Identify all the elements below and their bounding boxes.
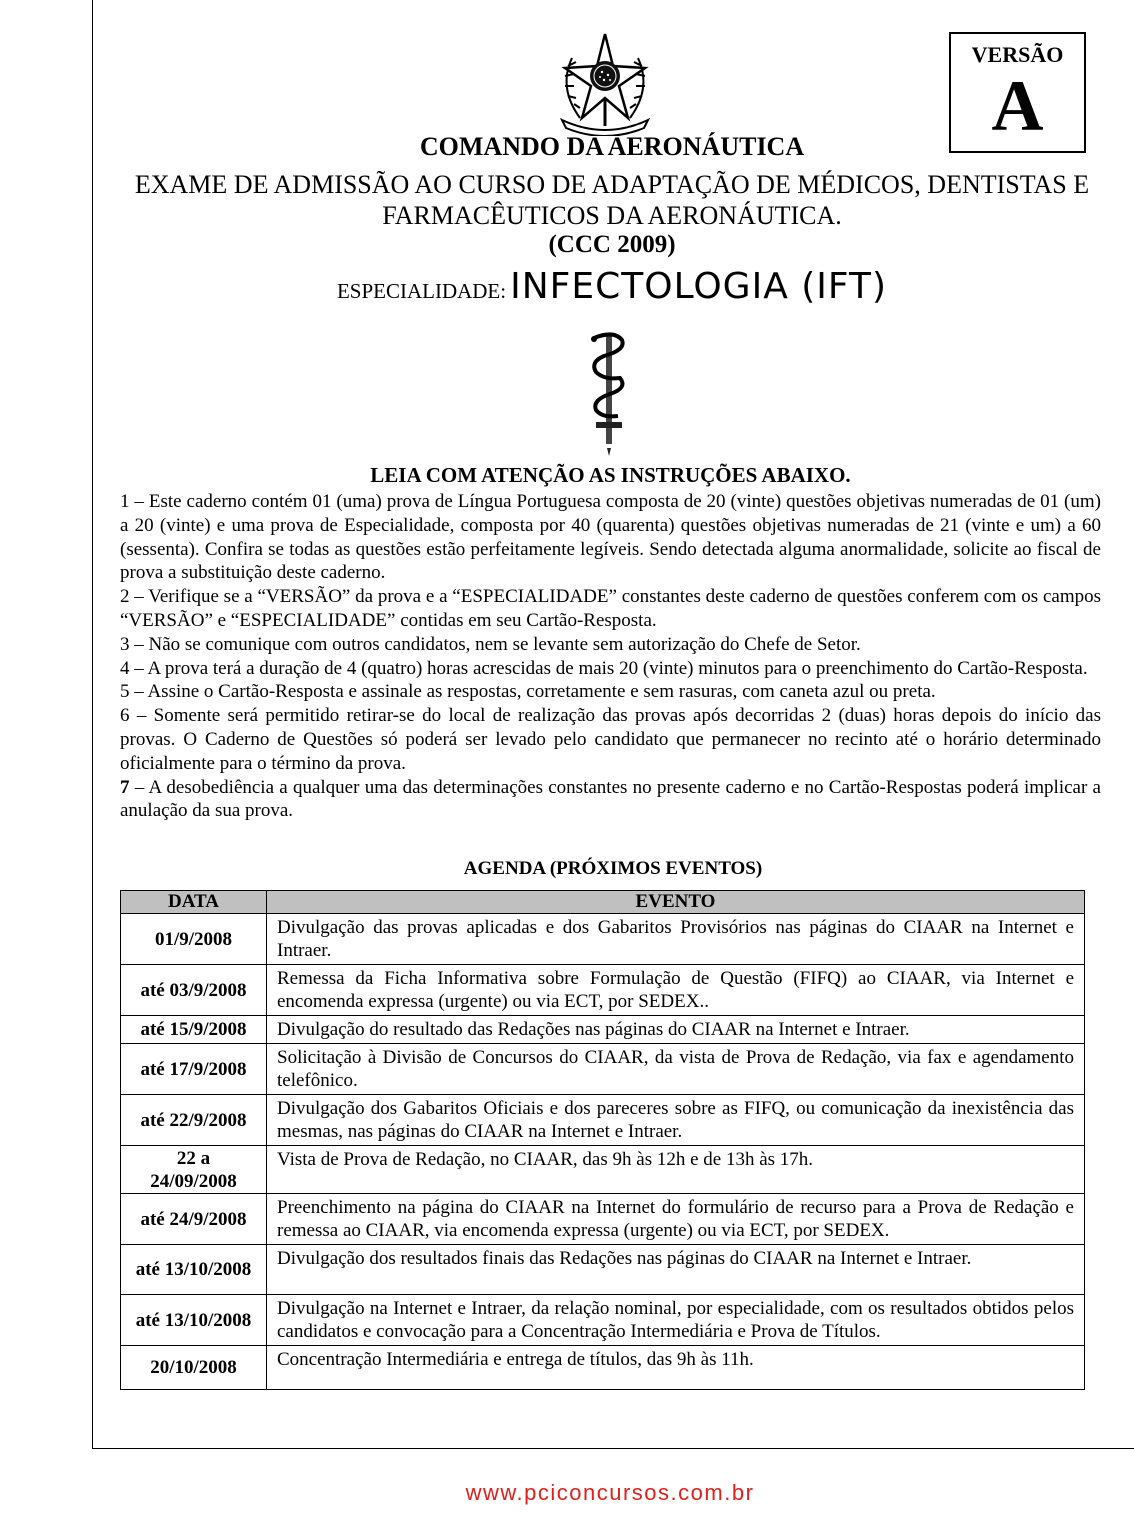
event-date: até 22/9/2008	[121, 1095, 267, 1146]
source-url: www.pciconcursos.com.br	[465, 1480, 755, 1505]
instruction-item: 2 – Verifique se a “VERSÃO” da prova e a “ESPECIALIDADE” constantes deste caderno de questões conferem com os campos “VERSÃO” e “ESPECIALIDADE” contidas em seu Cartão-Resposta.	[120, 586, 1101, 631]
table-row	[121, 1146, 1085, 1194]
event-date: até 24/9/2008	[121, 1194, 267, 1245]
event-date: até 13/10/2008	[121, 1245, 267, 1295]
instruction-item: 3 – Não se comunique com outros candidatos, nem se levante sem autorização do Chefe de Setor.	[120, 633, 861, 655]
table-header-row	[121, 891, 1085, 914]
brazil-coat-of-arms-emblem	[550, 28, 660, 136]
exam-code: (CCC 2009)	[548, 231, 676, 258]
instructions-title: LEIA COM ATENÇÃO AS INSTRUÇÕES ABAIXO.	[370, 463, 851, 487]
exam-title-line1: EXAME DE ADMISSÃO AO CURSO DE ADAPTAÇÃO DE MÉDICOS, DENTISTAS E	[134, 170, 1090, 199]
instruction-item: 4 – A prova terá a duração de 4 (quatro) horas acrescidas de mais 20 (vinte) minutos para o preenchimento do Cartão-Resposta.	[120, 657, 1088, 679]
event-date: até 13/10/2008	[121, 1295, 267, 1346]
version-letter: A	[991, 66, 1044, 146]
table-row	[121, 1295, 1085, 1346]
event-description: Preenchimento na página do CIAAR na Internet do formulário de recurso para a Prova de Redação e remessa ao CIAAR, via encomenda expressa (urgente) ou via ECT, por SEDEX.	[267, 1194, 1085, 1245]
event-date: até 15/9/2008	[121, 1016, 267, 1044]
event-description: Divulgação dos resultados finais das Redações nas páginas do CIAAR na Internet e Intraer.	[267, 1245, 1085, 1295]
instruction-item: 1 – Este caderno contém 01 (uma) prova de Língua Portuguesa composta de 20 (vinte) questões objetivas numeradas de 01 (um) a 20 (vinte) e uma prova de Especialidade, composta por 40 (quarenta) questões objetivas numeradas de 21 (vinte e um) a 60 (sessenta). Confira se todas as questões estão perfeitamente legíveis. Sendo detectada alguma anormalidade, solicite ao fiscal de prova a substituição deste caderno.	[120, 491, 1101, 584]
event-description: Divulgação na Internet e Intraer, da relação nominal, por especialidade, com os resultados obtidos pelos candidatos e convocação para a Concentração Intermediária e Prova de Títulos.	[267, 1295, 1085, 1346]
instructions-list	[120, 490, 1101, 823]
column-header-event: EVENTO	[267, 891, 1085, 914]
event-date: até 03/9/2008	[121, 965, 267, 1016]
agenda-title: AGENDA (PRÓXIMOS EVENTOS)	[463, 858, 763, 879]
table-row	[121, 965, 1085, 1016]
exam-title-line2: FARMACÊUTICOS DA AERONÁUTICA.	[382, 201, 842, 230]
event-date: 01/9/2008	[121, 914, 267, 965]
event-description: Solicitação à Divisão de Concursos do CIAAR, da vista de Prova de Redação, via fax e agendamento telefônico.	[267, 1044, 1085, 1095]
event-description: Divulgação das provas aplicadas e dos Gabaritos Provisórios nas páginas do CIAAR na Internet e Intraer.	[267, 914, 1085, 965]
event-description: Vista de Prova de Redação, no CIAAR, das 9h às 12h e de 13h às 17h.	[267, 1146, 1085, 1194]
agenda-table	[120, 890, 1085, 1390]
table-row	[121, 914, 1085, 965]
event-description: Concentração Intermediária e entrega de títulos, das 9h às 11h.	[267, 1346, 1085, 1390]
table-row	[121, 1095, 1085, 1146]
column-header-date: DATA	[121, 891, 267, 914]
instruction-item: 6 – Somente será permitido retirar-se do local de realização das provas após decorridas 2 (duas) horas depois do início das provas. O Caderno de Questões só poderá ser levado pelo candidato que permanecer no recinto até o horário determinado oficialmente para o término da prova.	[120, 705, 1101, 774]
organization-title: COMANDO DA AERONÁUTICA	[419, 132, 805, 161]
version-label: VERSÃO	[971, 42, 1064, 67]
event-description: Divulgação do resultado das Redações nas páginas do CIAAR na Internet e Intraer.	[267, 1016, 1085, 1044]
instruction-item: 5 – Assine o Cartão-Resposta e assinale as respostas, corretamente e sem rasuras, com caneta azul ou preta.	[120, 681, 936, 703]
table-row	[121, 1346, 1085, 1390]
event-description: Divulgação dos Gabaritos Oficiais e dos pareceres sobre as FIFQ, ou comunicação da inexistência das mesmas, nas páginas do CIAAR na Internet e Intraer.	[267, 1095, 1085, 1146]
specialty-line	[92, 266, 1132, 307]
table-row	[121, 1044, 1085, 1095]
instruction-number: 7	[120, 776, 130, 798]
specialty-label: ESPECIALIDADE:	[336, 279, 507, 303]
instruction-text: – A desobediência a qualquer uma das determinações constantes no presente caderno e no Cartão-Respostas poderá implicar a anulação da sua prova.	[120, 776, 1101, 822]
event-date: até 17/9/2008	[121, 1044, 267, 1095]
instruction-item	[120, 776, 1101, 824]
event-date: 20/10/2008	[121, 1346, 267, 1390]
specialty-value: INFECTOLOGIA (IFT)	[510, 266, 888, 307]
event-description: Remessa da Ficha Informativa sobre Formulação de Questão (FIFQ) ao CIAAR, via Internet e encomenda expressa (urgente) ou via ECT, por SEDEX..	[267, 965, 1085, 1016]
table-row	[121, 1016, 1085, 1044]
medical-sword-snake-emblem	[584, 330, 634, 458]
table-row	[121, 1194, 1085, 1245]
event-date: 22 a 24/09/2008	[121, 1146, 267, 1194]
exam-title	[92, 169, 1132, 231]
table-row	[121, 1245, 1085, 1295]
